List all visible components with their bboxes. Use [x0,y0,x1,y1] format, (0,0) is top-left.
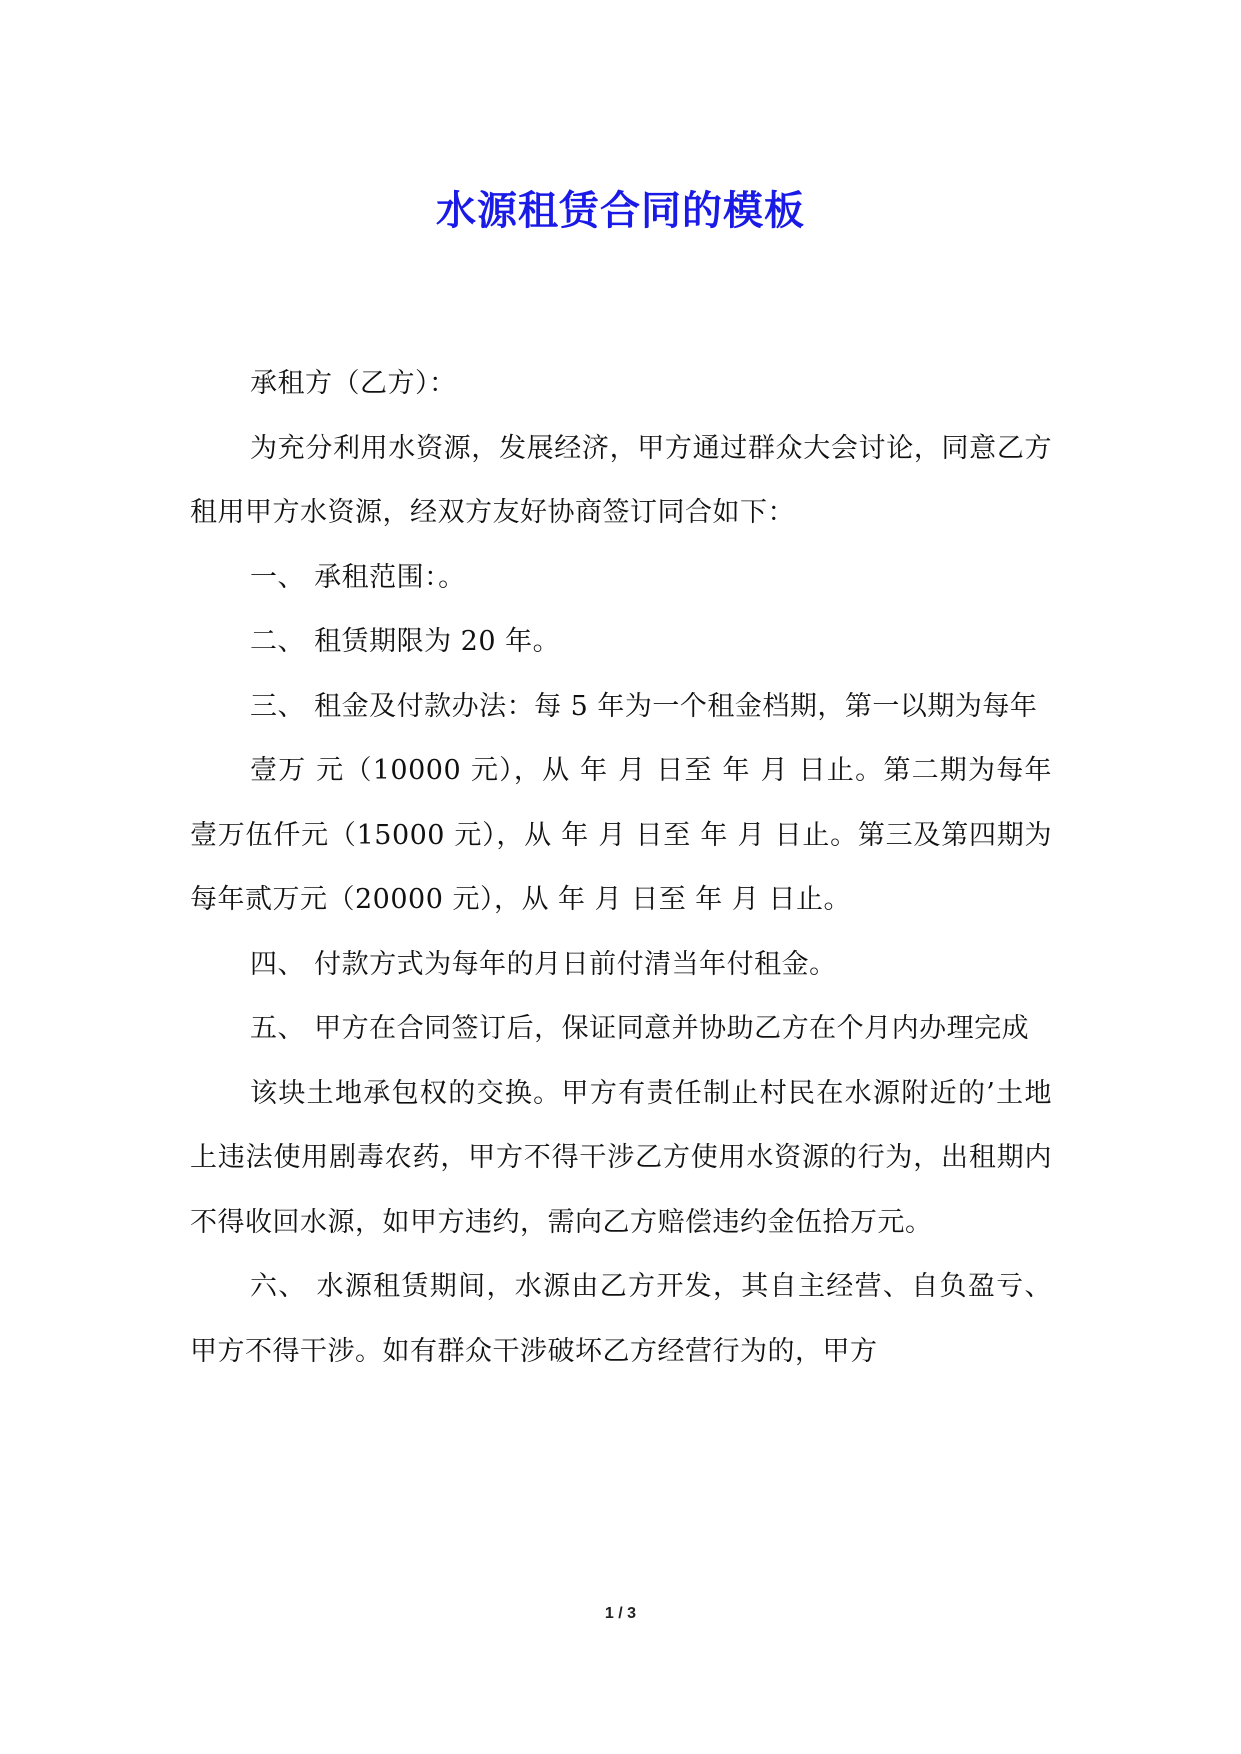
paragraph-clause-3-cont: 壹万 元（10000 元），从 年 月 日至 年 月 日止。第二期为每年壹万伍仟元（15000 元），从 年 月 日至 年 月 日止。第三及第四期为每年贰万元（20000 元），从 年 月 日至 年 月 日止。 [190,755,1052,915]
document-title: 水源租赁合同的模板 [436,187,805,234]
paragraph-clause-1: 一、 承租范围：。 [250,561,466,593]
paragraph-clause-5: 五、 甲方在合同签订后，保证同意并协助乙方在个月内办理完成 [250,1013,1030,1044]
paragraph-preamble: 为充分利用水资源，发展经济，甲方通过群众大会讨论，同意乙方租用甲方水资源，经双方友好协商签订同合如下： [190,432,1052,528]
paragraph-clause-2: 二、 租赁期限为 20 年。 [250,626,561,657]
paragraph-clause-3: 三、 租金及付款办法：每 5 年为一个租金档期，第一以期为每年 [250,690,1038,722]
paragraph-lessee: 承租方（乙方）： [250,368,457,399]
paragraph-clause-4: 四、 付款方式为每年的月日前付清当年付租金。 [250,948,837,980]
paragraph-clause-6: 六、 水源租赁期间，水源由乙方开发，其自主经营、自负盈亏、甲方不得干涉。如有群众干涉破坏乙方经营行为的，甲方 [190,1271,1052,1367]
document-body [190,352,1052,1384]
page-number: 1 / 3 [604,1605,637,1622]
paragraph-clause-5-cont: 该块土地承包权的交换。甲方有责任制止村民在水源附近的’土地上违法使用剧毒农药，甲方不得干涉乙方使用水资源的行为，出租期内不得收回水源，如甲方违约，需向乙方赔偿违约金伍拾万元。 [190,1077,1052,1238]
